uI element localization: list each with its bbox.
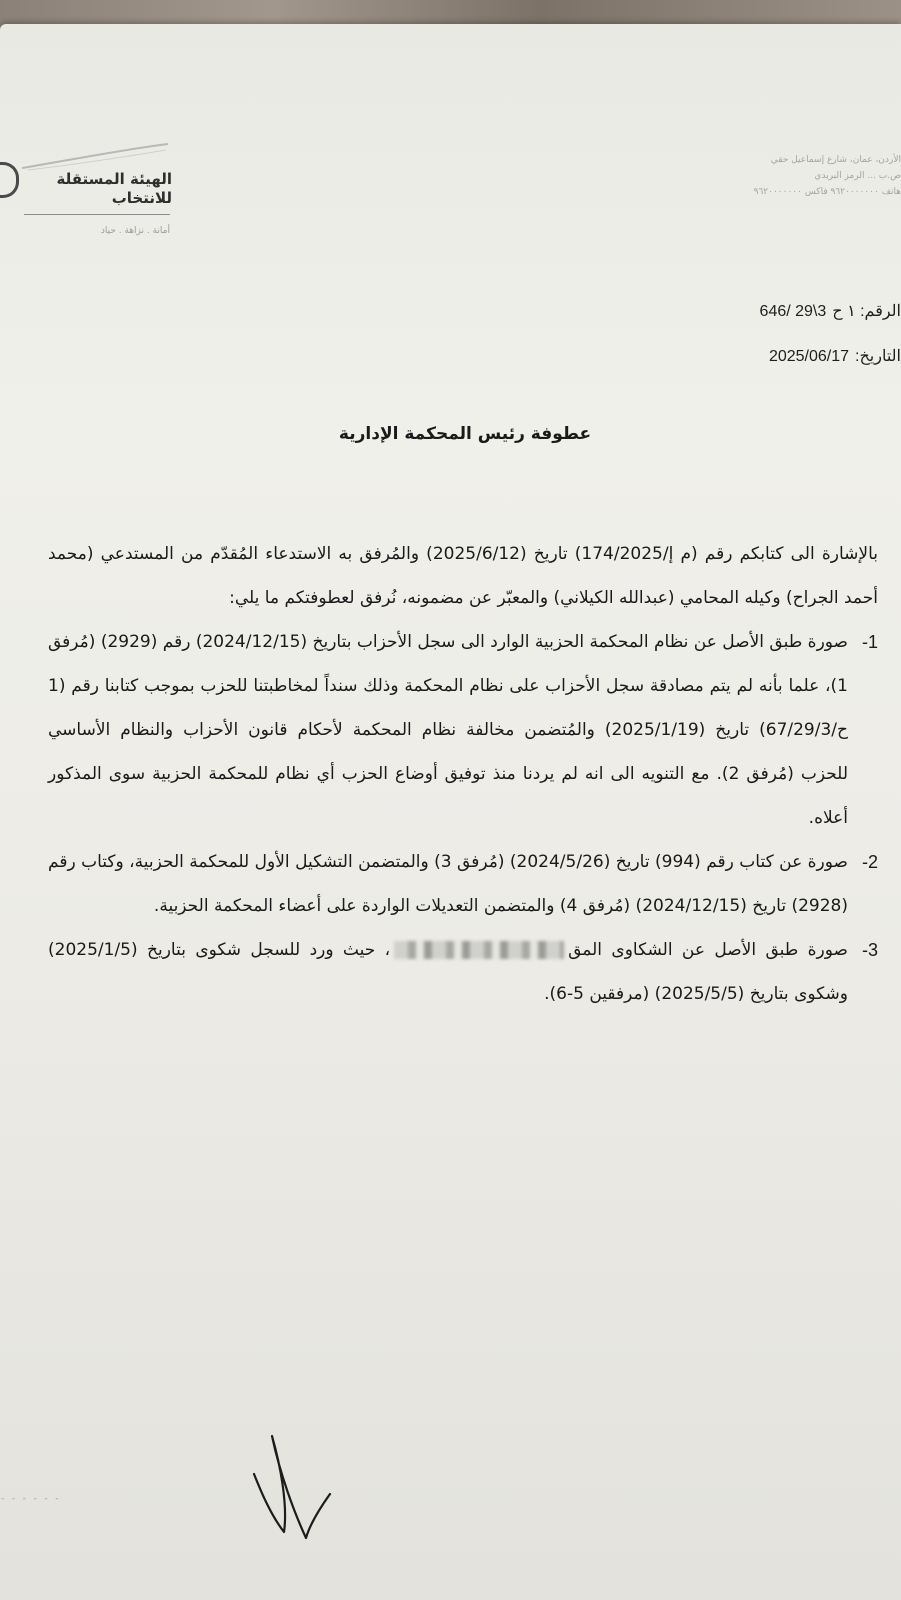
date-value: 2025/06/17 xyxy=(768,348,850,365)
logo-mark-icon xyxy=(0,162,19,198)
list-item xyxy=(48,928,878,1016)
letter-body xyxy=(48,532,878,1016)
item-text: صورة طبق الأصل عن نظام المحكمة الحزبية الوارد الى سجل الأحزاب بتاريخ (2024/12/15) رقم (2929) (مُرفق 1)، علما بأنه لم يتم مصادقة سجل الأحزاب على نظام المحكمة وذلك سنداً لمخاطبتنا للحزب بموجب كتابنا رقم (1 ح/67/29/3) تاريخ (2025/1/19) والمُتضمن مخالفة نظام المحكمة لأحكام قانون الأحزاب والنظام الأساسي للحزب (مُرفق 2). مع التنويه الى انه لم يردنا منذ توفيق أوضاع الحزب أي نظام للمحكمة الحزبية سوى المذكور أعلاه. xyxy=(48,632,848,828)
document-date xyxy=(601,346,901,366)
logo-swoosh-icon xyxy=(20,142,170,172)
item-text: صورة عن كتاب رقم (994) تاريخ (2024/5/26) (مُرفق 3) والمتضمن التشكيل الأول للمحكمة الحزبية، وكتاب رقم (2928) تاريخ (2024/12/15) (مُرفق 4) والمتضمن التعديلات الواردة على أعضاء المحكمة الحزبية. xyxy=(48,852,848,916)
intro-paragraph: بالإشارة الى كتابكم رقم (م إ/174/2025) تاريخ (2025/6/12) والمُرفق به الاستدعاء المُقدّم من المستدعي (محمد أحمد الجراح) وكيله المحامي (عبدالله الكيلاني) والمعبّر عن مضمونه، نُرفق لعطوفتكم ما يلي: xyxy=(48,544,878,608)
org-logo xyxy=(10,142,170,252)
contact-line: هاتف ٩٦٢٠٠٠٠٠٠٠ فاكس ٩٦٢٠٠٠٠٠٠٠ xyxy=(753,187,901,197)
contact-info xyxy=(701,152,901,200)
addressee: عطوفة رئيس المحكمة الإدارية xyxy=(338,424,592,444)
item-number: 1- xyxy=(861,632,878,652)
contact-line: الأردن، عمان، شارع إسماعيل حقي xyxy=(770,155,901,165)
org-name xyxy=(24,170,172,208)
list-item xyxy=(48,620,878,840)
item-text-after: ، حيث ورد للسجل شكوى بتاريخ (2025/1/5) وشكوى بتاريخ (2025/5/5) (مرفقين 5-6). xyxy=(48,940,848,1004)
reference-label: الرقم: ١ ح xyxy=(832,303,901,320)
org-name-line2: للانتخاب xyxy=(111,189,172,207)
attachment-list xyxy=(48,620,878,1016)
item-text-before: صورة طبق الأصل عن الشكاوى المق xyxy=(568,940,848,960)
item-number: 3- xyxy=(861,940,878,960)
org-slogan: أمانة . نزاهة . حياد xyxy=(100,226,170,236)
signature-icon xyxy=(250,1434,340,1544)
logo-divider xyxy=(24,214,170,215)
reference-number xyxy=(601,301,901,321)
item-number: 2- xyxy=(861,852,878,872)
document-paper xyxy=(0,24,901,1600)
redacted-text xyxy=(394,941,564,959)
date-label: التاريخ: xyxy=(855,348,901,365)
org-name-line1: الهيئة المستقلة xyxy=(56,170,172,188)
item-text xyxy=(48,928,848,1016)
corner-mark: - - - - - - xyxy=(0,1494,60,1504)
reference-value: 646/ 29\3 xyxy=(759,303,827,320)
list-item xyxy=(48,840,878,928)
contact-line: ص.ب ... الرمز البريدي xyxy=(814,171,901,181)
